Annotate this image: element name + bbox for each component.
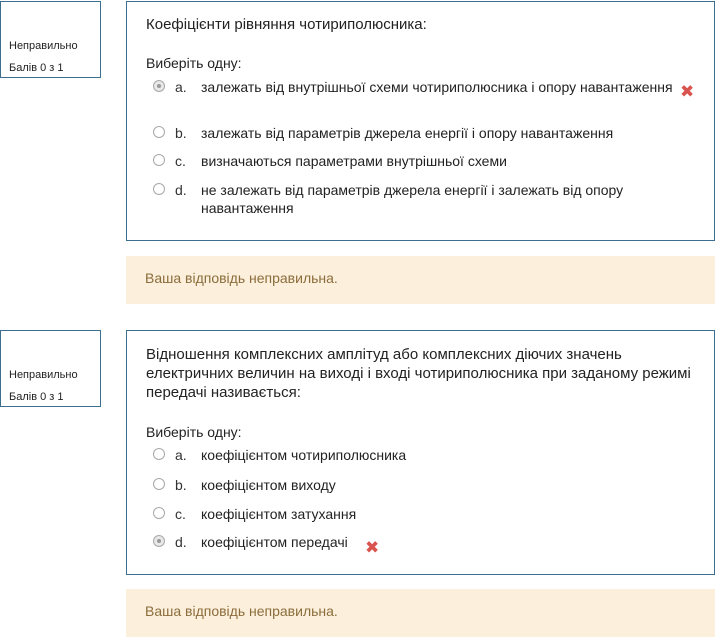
answer-letter: a.	[175, 447, 187, 463]
question-text: Коефіцієнти рівняння чотириполюсника:	[146, 16, 427, 33]
answer-text: не залежать від параметрів джерела енергії і залежать від опору навантаження	[201, 182, 624, 216]
question-status: Неправильно	[9, 369, 78, 381]
radio-button[interactable]	[153, 507, 165, 519]
answer-prompt: Виберіть одну:	[146, 55, 242, 71]
answer-letter: c.	[175, 153, 186, 169]
question-info	[0, 330, 101, 407]
answer-text: визначаються параметрами внутрішньої схеми	[201, 153, 507, 169]
radio-button[interactable]	[153, 80, 165, 92]
radio-button[interactable]	[153, 535, 165, 547]
answer-text: коефіцієнтом затухання	[201, 506, 357, 522]
cross-icon: ✖	[680, 82, 695, 101]
answer-letter: d.	[175, 534, 187, 550]
radio-button[interactable]	[153, 478, 165, 490]
answer-text: коефіцієнтом виходу	[201, 477, 336, 493]
answer-prompt: Виберіть одну:	[146, 424, 242, 440]
answer-letter: d.	[175, 182, 187, 198]
radio-button[interactable]	[153, 183, 165, 195]
answer-text: коефіцієнтом передачі	[201, 534, 348, 550]
cross-icon: ✖	[365, 538, 380, 557]
question-content	[126, 330, 715, 575]
answer-text: залежать від параметрів джерела енергії і опору навантаження	[201, 125, 614, 141]
answer-letter: b.	[175, 125, 187, 141]
question-content	[126, 1, 715, 241]
question-text: Відношення комплексних амплітуд або комплексних діючих значень електричних величин на виході і вході чотириполюсника при заданому режимі передачі називається:	[146, 346, 691, 401]
answer-letter: a.	[175, 79, 187, 95]
question-grade: Балів 0 з 1	[9, 391, 64, 403]
question-grade: Балів 0 з 1	[9, 62, 64, 74]
answer-text: коефіцієнтом чотириполюсника	[201, 447, 407, 463]
feedback-message: Ваша відповідь неправильна.	[126, 256, 715, 304]
feedback-message: Ваша відповідь неправильна.	[126, 589, 715, 637]
question-info	[0, 1, 101, 78]
question-status: Неправильно	[9, 40, 78, 52]
radio-button[interactable]	[153, 154, 165, 166]
radio-button[interactable]	[153, 126, 165, 138]
answer-text: залежать від внутрішньої схеми чотириполюсника і опору навантаження	[201, 79, 673, 95]
radio-button[interactable]	[153, 448, 165, 460]
answer-letter: b.	[175, 477, 187, 493]
answer-letter: c.	[175, 506, 186, 522]
